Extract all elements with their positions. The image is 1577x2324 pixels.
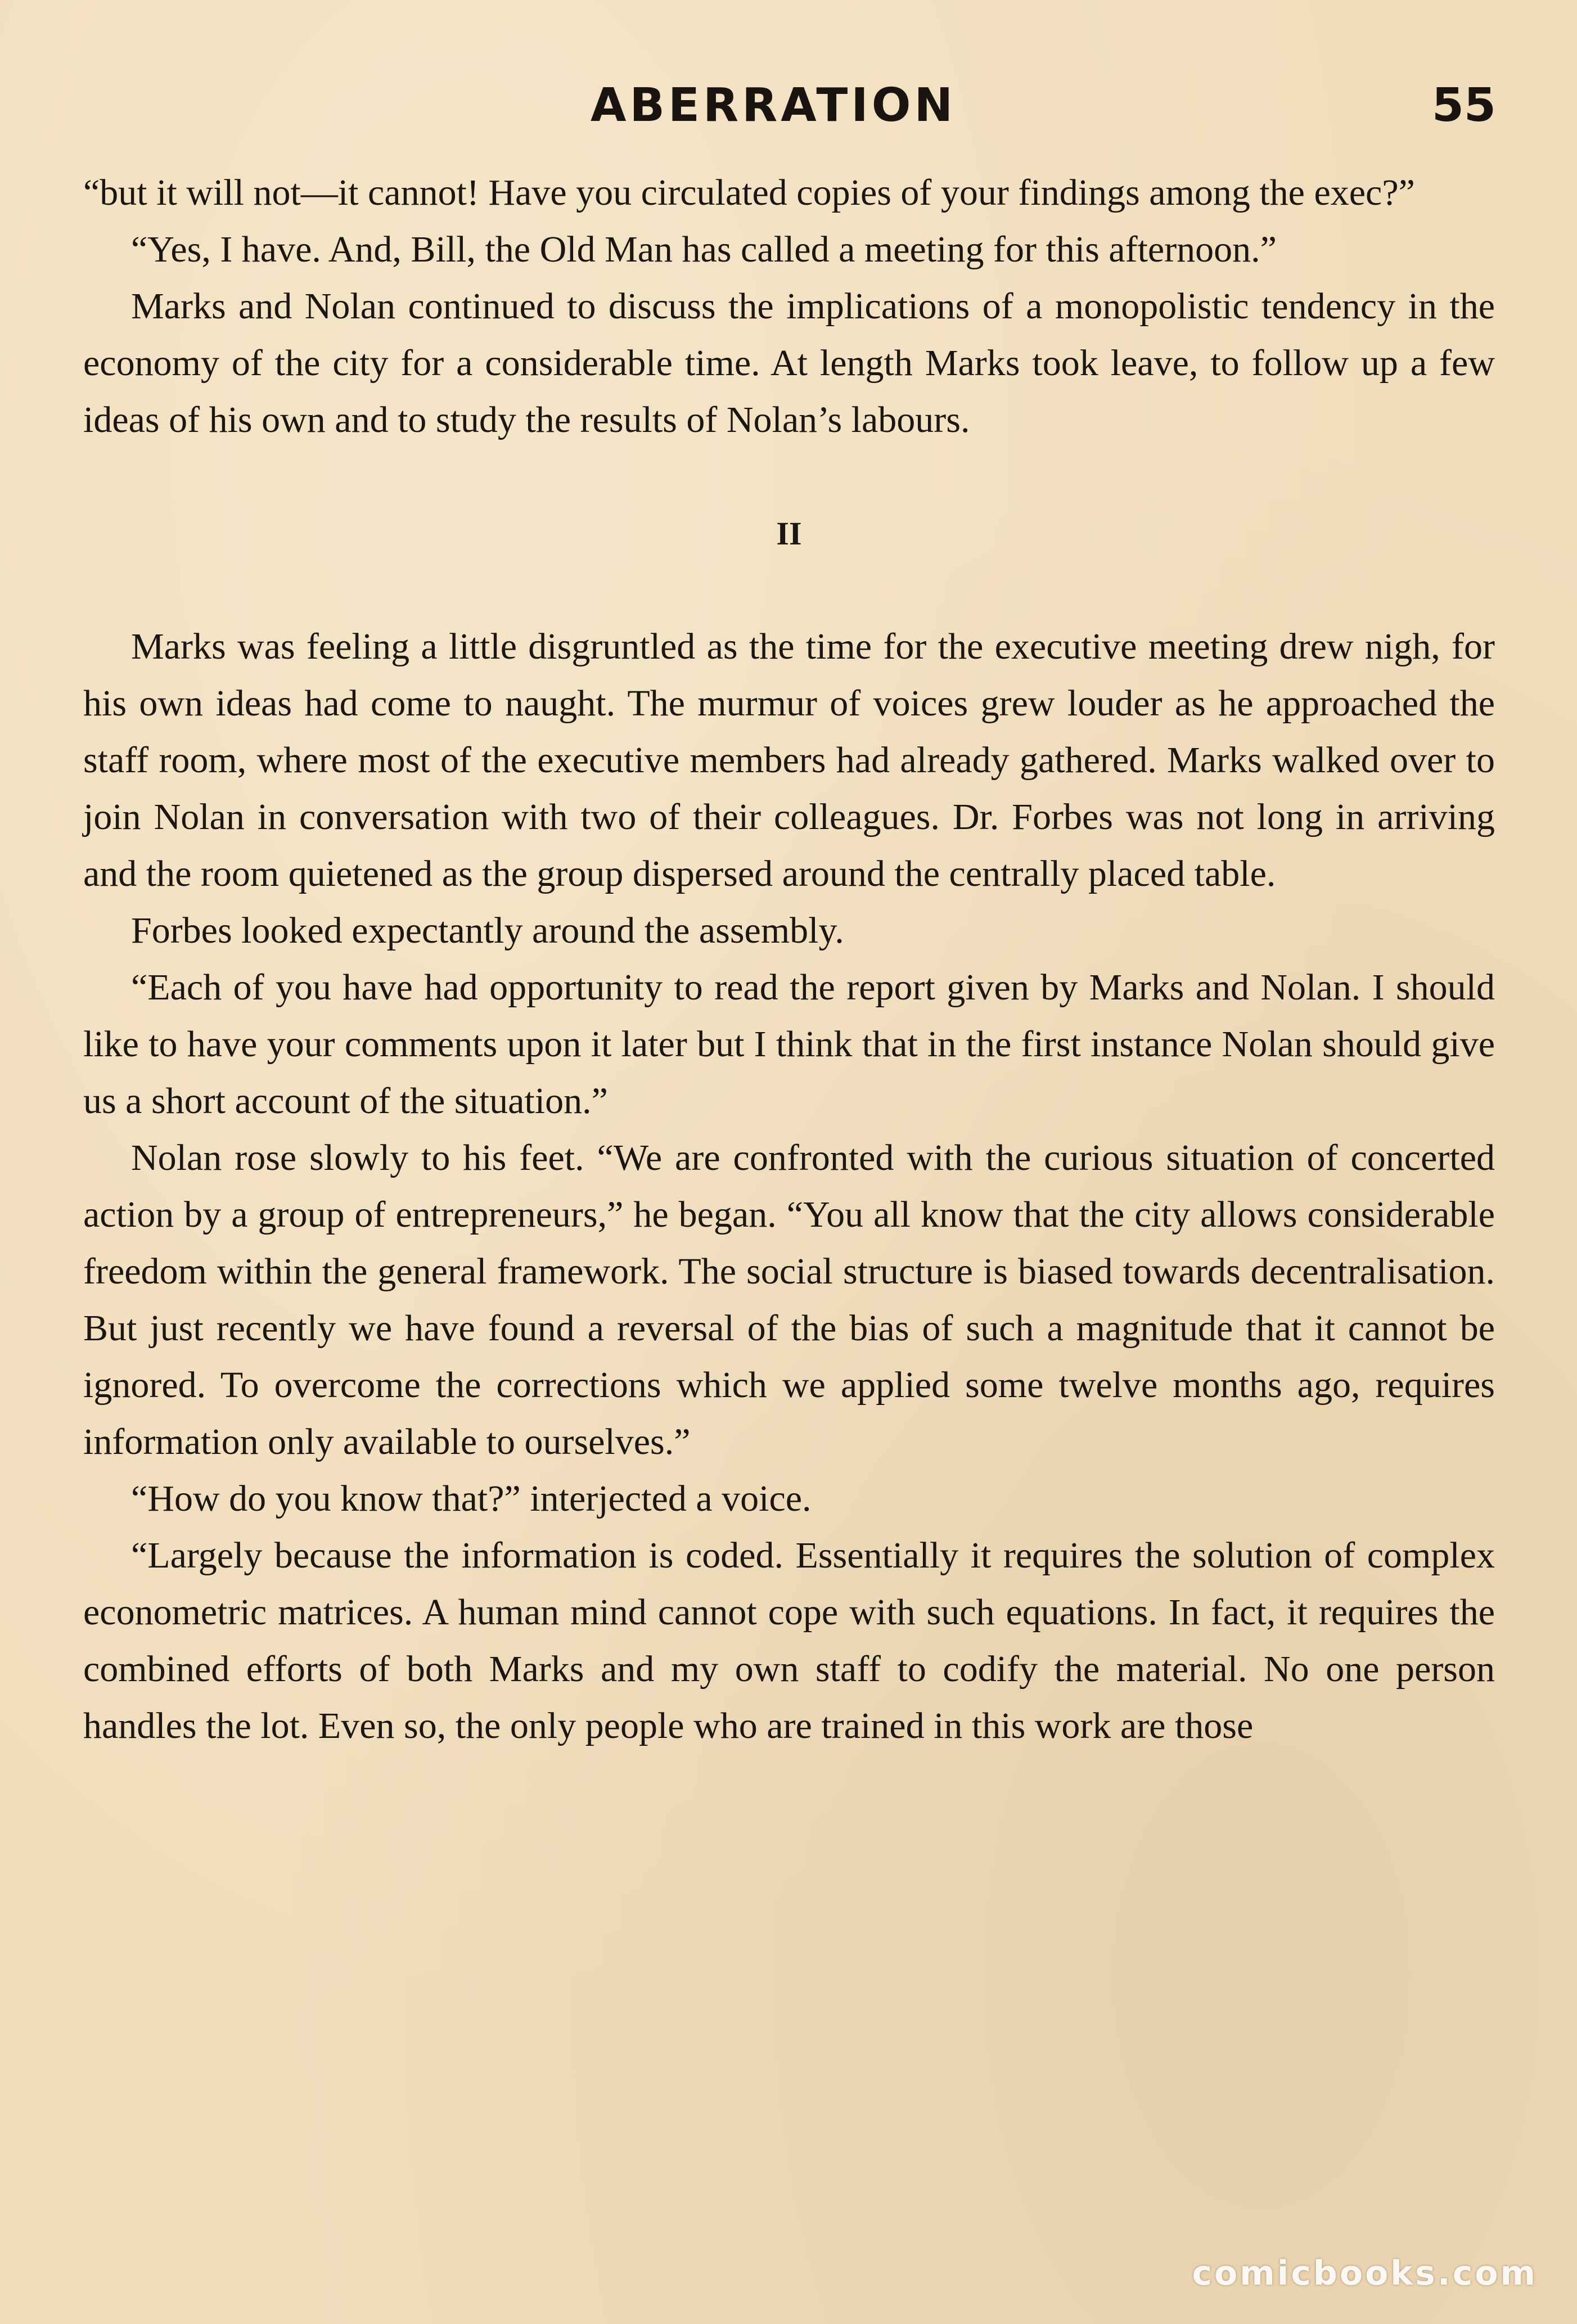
paragraph: “Largely because the information is coded. Essentially it requires the solution of complex econometric matrices. A human mind cannot cope with such equations. In fact, it requires the combined efforts of both Marks and my own staff to codify the material. No one person handles the lot. Even so, the only people who are trained in this work are those <box>83 1535 1495 1746</box>
paragraph: Nolan rose slowly to his feet. “We are confronted with the curious situation of concerted action by a group of entrepreneurs,” he began. “You all know that the city allows considerable freedom within the general framework. The social structure is biased towards decentralisation. But just recently we have found a reversal of the bias of such a magnitude that it cannot be ignored. To overcome the corrections which we applied some twelve months ago, requires information only available to ourselves.” <box>83 1137 1495 1462</box>
paragraph: “but it will not—it cannot! Have you circulated copies of your findings among the exec?” <box>83 172 1415 213</box>
running-head <box>84 79 1496 152</box>
watermark-logo: comicbooks.com <box>1192 2254 1538 2293</box>
paragraph: Marks and Nolan continued to discuss the implications of a monopolistic tendency in the economy of the city for a considerable time. At length Marks took leave, to follow up a few ideas of his own and to study the results of Nolan’s labours. <box>83 286 1495 440</box>
running-title: ABERRATION <box>591 79 957 132</box>
section-heading: II <box>776 515 802 552</box>
paragraph: “Each of you have had opportunity to read the report given by Marks and Nolan. I should like to have your comments upon it later but I think that in the first instance Nolan should give us a short account of the situation.” <box>83 967 1495 1122</box>
page-number: 55 <box>1431 79 1496 132</box>
paragraph: Forbes looked expectantly around the assembly. <box>131 910 844 951</box>
body-text <box>83 164 1495 1754</box>
paragraph: Marks was feeling a little disgruntled as the time for the executive meeting drew nigh, for his own ideas had come to naught. The murmur of voices grew louder as he approached the staff room, where most of the executive members had already gathered. Marks walked over to join Nolan in conversation with two of their colleagues. Dr. Forbes was not long in arriving and the room quietened as the group dispersed around the centrally placed table. <box>83 626 1495 894</box>
paragraph: “Yes, I have. And, Bill, the Old Man has called a meeting for this afternoon.” <box>131 229 1277 270</box>
paragraph: “How do you know that?” interjected a voice. <box>131 1478 812 1519</box>
